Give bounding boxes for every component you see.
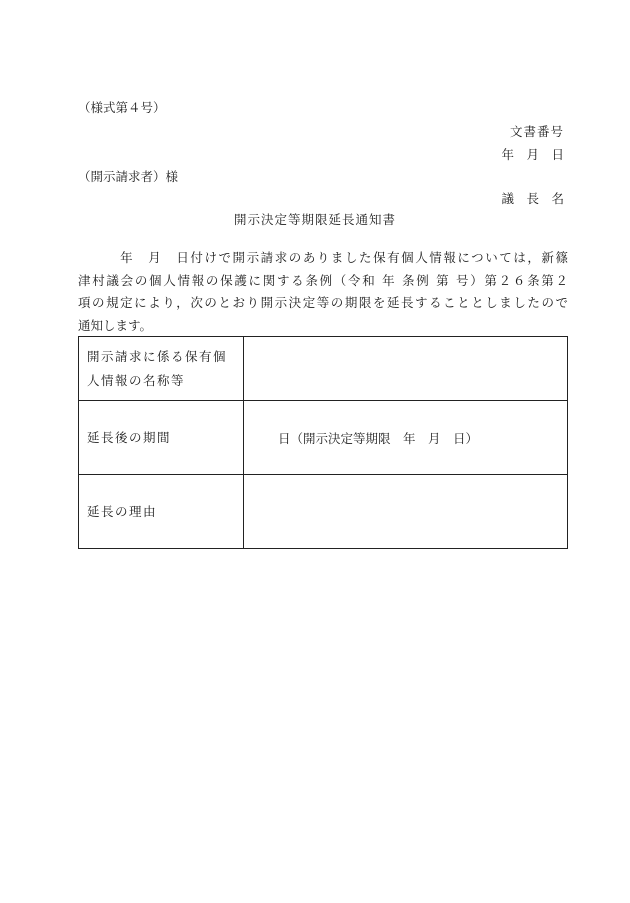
addressee: （開示請求者）様 xyxy=(78,169,179,184)
table-row-extension-reason xyxy=(79,475,568,549)
body-line-4: 通知します。 xyxy=(78,317,153,333)
chairman-name: 議 長 名 xyxy=(501,191,564,206)
body-line-2: 津村議会の個人情報の保護に関する条例（令和 年 条例 第 号）第２６条第２ xyxy=(78,272,568,288)
document-number-label: 文書番号 xyxy=(509,124,564,139)
info-name-value xyxy=(244,337,568,401)
document-title: 開示決定等期限延長通知書 xyxy=(233,212,396,227)
extended-period-value: 日（開示決定等期限 年 月 日） xyxy=(244,401,568,475)
form-number: （様式第４号） xyxy=(78,100,166,115)
table-row-extended-period xyxy=(79,401,568,475)
table-row-info-name xyxy=(79,337,568,401)
extended-period-label: 延長後の期間 xyxy=(79,401,244,475)
notice-table xyxy=(78,336,568,549)
body-line-3: 項の規定により，次のとおり開示決定等の期限を延長することとしましたので xyxy=(78,295,568,310)
body-paragraph xyxy=(78,247,568,337)
info-name-label-line-2: 人情報の名称等 xyxy=(87,372,186,388)
info-name-label xyxy=(79,337,244,401)
extension-reason-value xyxy=(244,475,568,549)
body-line-1: 年 月 日付けで開示請求のありました保有個人情報については，新篠 xyxy=(78,250,568,265)
extension-reason-label: 延長の理由 xyxy=(79,475,244,549)
info-name-label-line-1: 開示請求に係る保有個 xyxy=(87,348,228,364)
date-line: 年 月 日 xyxy=(501,147,564,162)
